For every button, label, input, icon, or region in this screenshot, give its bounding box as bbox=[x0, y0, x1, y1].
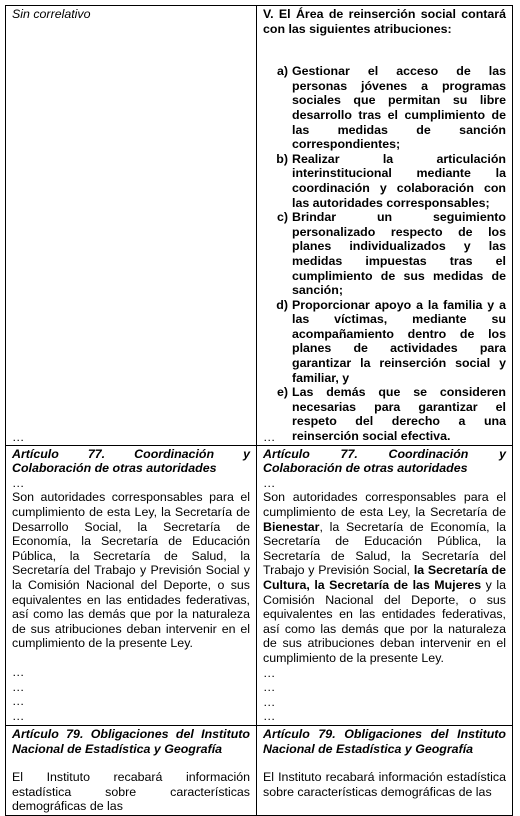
ellipsis: … bbox=[12, 430, 25, 445]
ellipsis: … bbox=[263, 665, 276, 680]
ellipsis: … bbox=[12, 664, 25, 679]
comparison-table bbox=[5, 5, 513, 816]
ellipsis: … bbox=[12, 708, 25, 723]
article-title: Artículo 79. Obligaciones del Instituto Nacional de Estadística y Geografía bbox=[263, 726, 506, 756]
left-cell bbox=[6, 6, 257, 446]
list-item: e) Las demás que se consideren necesarias para garantizar el respeto del derecho a una reinserción social efectiva. bbox=[276, 385, 506, 444]
ellipsis: … bbox=[263, 475, 276, 490]
list-item: b) Realizar la articulación interinstitucional mediante la coordinación y colaboración con las autoridades corresponsables; bbox=[276, 151, 506, 210]
ellipsis: … bbox=[12, 679, 25, 694]
ellipsis: … bbox=[12, 475, 25, 490]
article-title: Artículo 77. Coordinación y Colaboración de otras autoridades bbox=[263, 446, 506, 476]
ellipsis: … bbox=[12, 694, 25, 709]
article-title: Artículo 77. Coordinación y Colaboración de otras autoridades bbox=[12, 446, 250, 476]
article-title: Artículo 79. Obligaciones del Instituto Nacional de Estadística y Geografía bbox=[12, 726, 250, 756]
added-text: la Secretaría de Cultura, la Secretaría de las Mujeres bbox=[263, 563, 506, 592]
table-row bbox=[6, 725, 513, 815]
attribution-list bbox=[263, 64, 506, 443]
added-text: Bienestar bbox=[263, 519, 320, 534]
right-cell bbox=[257, 6, 513, 446]
list-item: c) Brindar un seguimiento personalizado respecto de los planes individualizados y las medidas impuestas tras el cumplimiento de sus medidas de sanción; bbox=[276, 210, 506, 298]
ellipsis: … bbox=[263, 694, 276, 709]
left-cell bbox=[6, 725, 257, 815]
article-body: Son autoridades corresponsables para el cumplimiento de esta Ley, la Secretaría de Bienestar, la Secretaría de Economía, la Secretaría de Educación Pública, la Secretaría de Salud, la Secretaría del Trabajo y Previsión Social, la Secretaría de Cultura, la Secretaría de las Mujeres y la Comisión Nacional del Deporte, o sus equivalentes en las entidades federativas, así como las demás que por la naturaleza de sus atribuciones deban intervenir en el cumplimiento de la presente Ley. bbox=[263, 490, 506, 665]
list-item: d) Proporcionar apoyo a la familia y a las víctimas, mediante su acompañamiento dentro de los planes de actividades para garantizar la reinserción social y familiar, y bbox=[276, 297, 506, 385]
right-cell bbox=[257, 725, 513, 815]
left-cell bbox=[6, 445, 257, 725]
list-item: a) Gestionar el acceso de las personas jóvenes a programas sociales que permitan su libre desarrollo tras el cumplimiento de las medidas de sanción correspondientes; bbox=[276, 64, 506, 152]
table-row bbox=[6, 6, 513, 446]
ellipsis: … bbox=[263, 709, 276, 724]
no-correlative-text: Sin correlativo bbox=[12, 7, 91, 21]
fraction-heading: V. El Área de reinserción social contará con las siguientes atribuciones: bbox=[263, 7, 506, 36]
table-row bbox=[6, 445, 513, 725]
article-body: Son autoridades corresponsables para el cumplimiento de esta Ley, la Secretaría de Desarrollo Social, la Secretaría de Economía, la Secretaría de Educación Pública, la Secretaría de Salud, la Secretaría del Trabajo y Previsión Social y la Comisión Nacional del Deporte, o sus equivalentes en las entidades federativas, así como las demás que por la naturaleza de sus atribuciones deban intervenir en el cumplimiento de la presente Ley. bbox=[12, 490, 250, 651]
article-body: El Instituto recabará información estadística sobre características demográficas de las bbox=[12, 770, 250, 814]
right-cell bbox=[257, 445, 513, 725]
ellipsis: … bbox=[263, 680, 276, 695]
article-body: El Instituto recabará información estadística sobre características demográficas de las bbox=[263, 770, 506, 799]
ellipsis: … bbox=[263, 430, 276, 445]
